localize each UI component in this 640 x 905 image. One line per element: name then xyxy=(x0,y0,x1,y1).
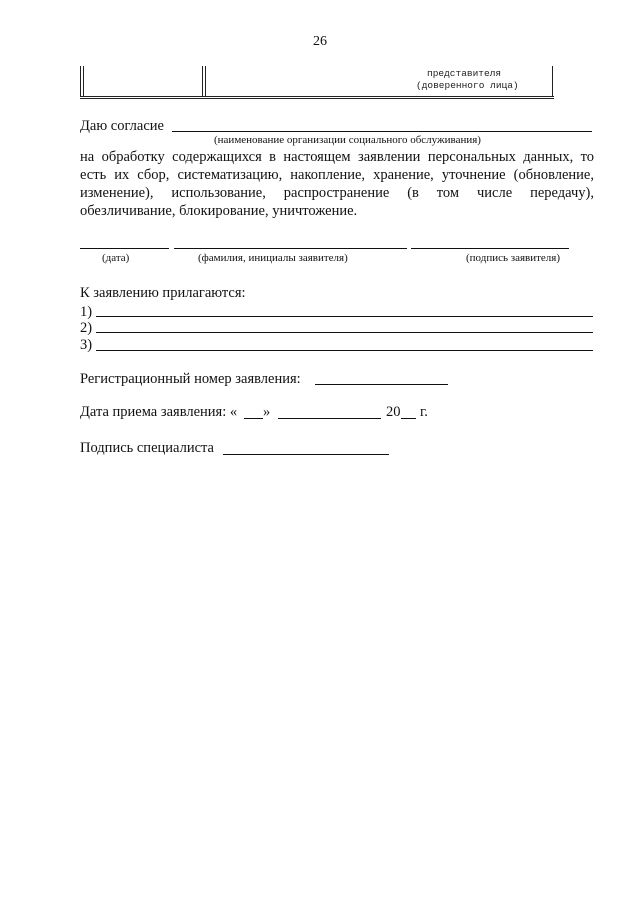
attachment-1-field[interactable] xyxy=(96,316,593,317)
table-fragment xyxy=(80,66,554,99)
attachments-heading: К заявлению прилагаются: xyxy=(80,285,246,301)
applicant-name-caption: (фамилия, инициалы заявителя) xyxy=(198,252,348,264)
specialist-signature-field[interactable] xyxy=(223,454,389,455)
registration-number-field[interactable] xyxy=(315,384,448,385)
table-divider xyxy=(202,66,203,97)
registration-label: Регистрационный номер заявления: xyxy=(80,371,301,387)
receipt-year-suffix: г. xyxy=(420,404,428,420)
date-caption: (дата) xyxy=(102,252,130,264)
consent-line-3: изменение), использование, распространение (в том числе передачу), xyxy=(80,185,594,201)
receipt-year-field[interactable] xyxy=(401,418,416,419)
table-border-left-inner xyxy=(83,66,84,97)
specialist-label: Подпись специалиста xyxy=(80,440,214,456)
consent-text xyxy=(80,148,594,220)
attachment-3-number: 3) xyxy=(80,337,93,353)
table-border-right xyxy=(552,66,553,97)
org-name-field[interactable] xyxy=(172,131,592,132)
table-bottom-border-double xyxy=(80,98,554,99)
page-number: 26 xyxy=(313,34,327,49)
applicant-name-field[interactable] xyxy=(174,248,407,249)
applicant-signature-field[interactable] xyxy=(411,248,569,249)
receipt-date-close-quote: » xyxy=(263,404,271,420)
attachment-3-field[interactable] xyxy=(96,350,593,351)
table-cell-line2: (доверенного лица) xyxy=(416,80,519,91)
consent-line-1: на обработку содержащихся в настоящем заявлении персональных данных, то xyxy=(80,149,594,165)
consent-line-4: обезличивание, блокирование, уничтожение. xyxy=(80,203,358,219)
receipt-date-label: Дата приема заявления: « xyxy=(80,404,238,420)
table-bottom-border xyxy=(80,96,554,97)
receipt-year-prefix: 20 xyxy=(386,404,401,420)
table-cell-line1: представителя xyxy=(427,68,502,79)
receipt-day-field[interactable] xyxy=(244,418,263,419)
attachment-1-number: 1) xyxy=(80,304,93,320)
consent-label: Даю согласие xyxy=(80,118,164,134)
table-divider-inner xyxy=(205,66,206,97)
attachment-2-field[interactable] xyxy=(96,332,593,333)
org-name-caption: (наименование организации социального обслуживания) xyxy=(214,134,481,146)
receipt-month-field[interactable] xyxy=(278,418,381,419)
applicant-signature-caption: (подпись заявителя) xyxy=(466,252,561,264)
attachment-2-number: 2) xyxy=(80,320,93,336)
table-border-left xyxy=(80,66,81,97)
consent-line-2: есть их сбор, систематизацию, накопление, хранение, уточнение (обновление, xyxy=(80,167,594,183)
date-field[interactable] xyxy=(80,248,169,249)
